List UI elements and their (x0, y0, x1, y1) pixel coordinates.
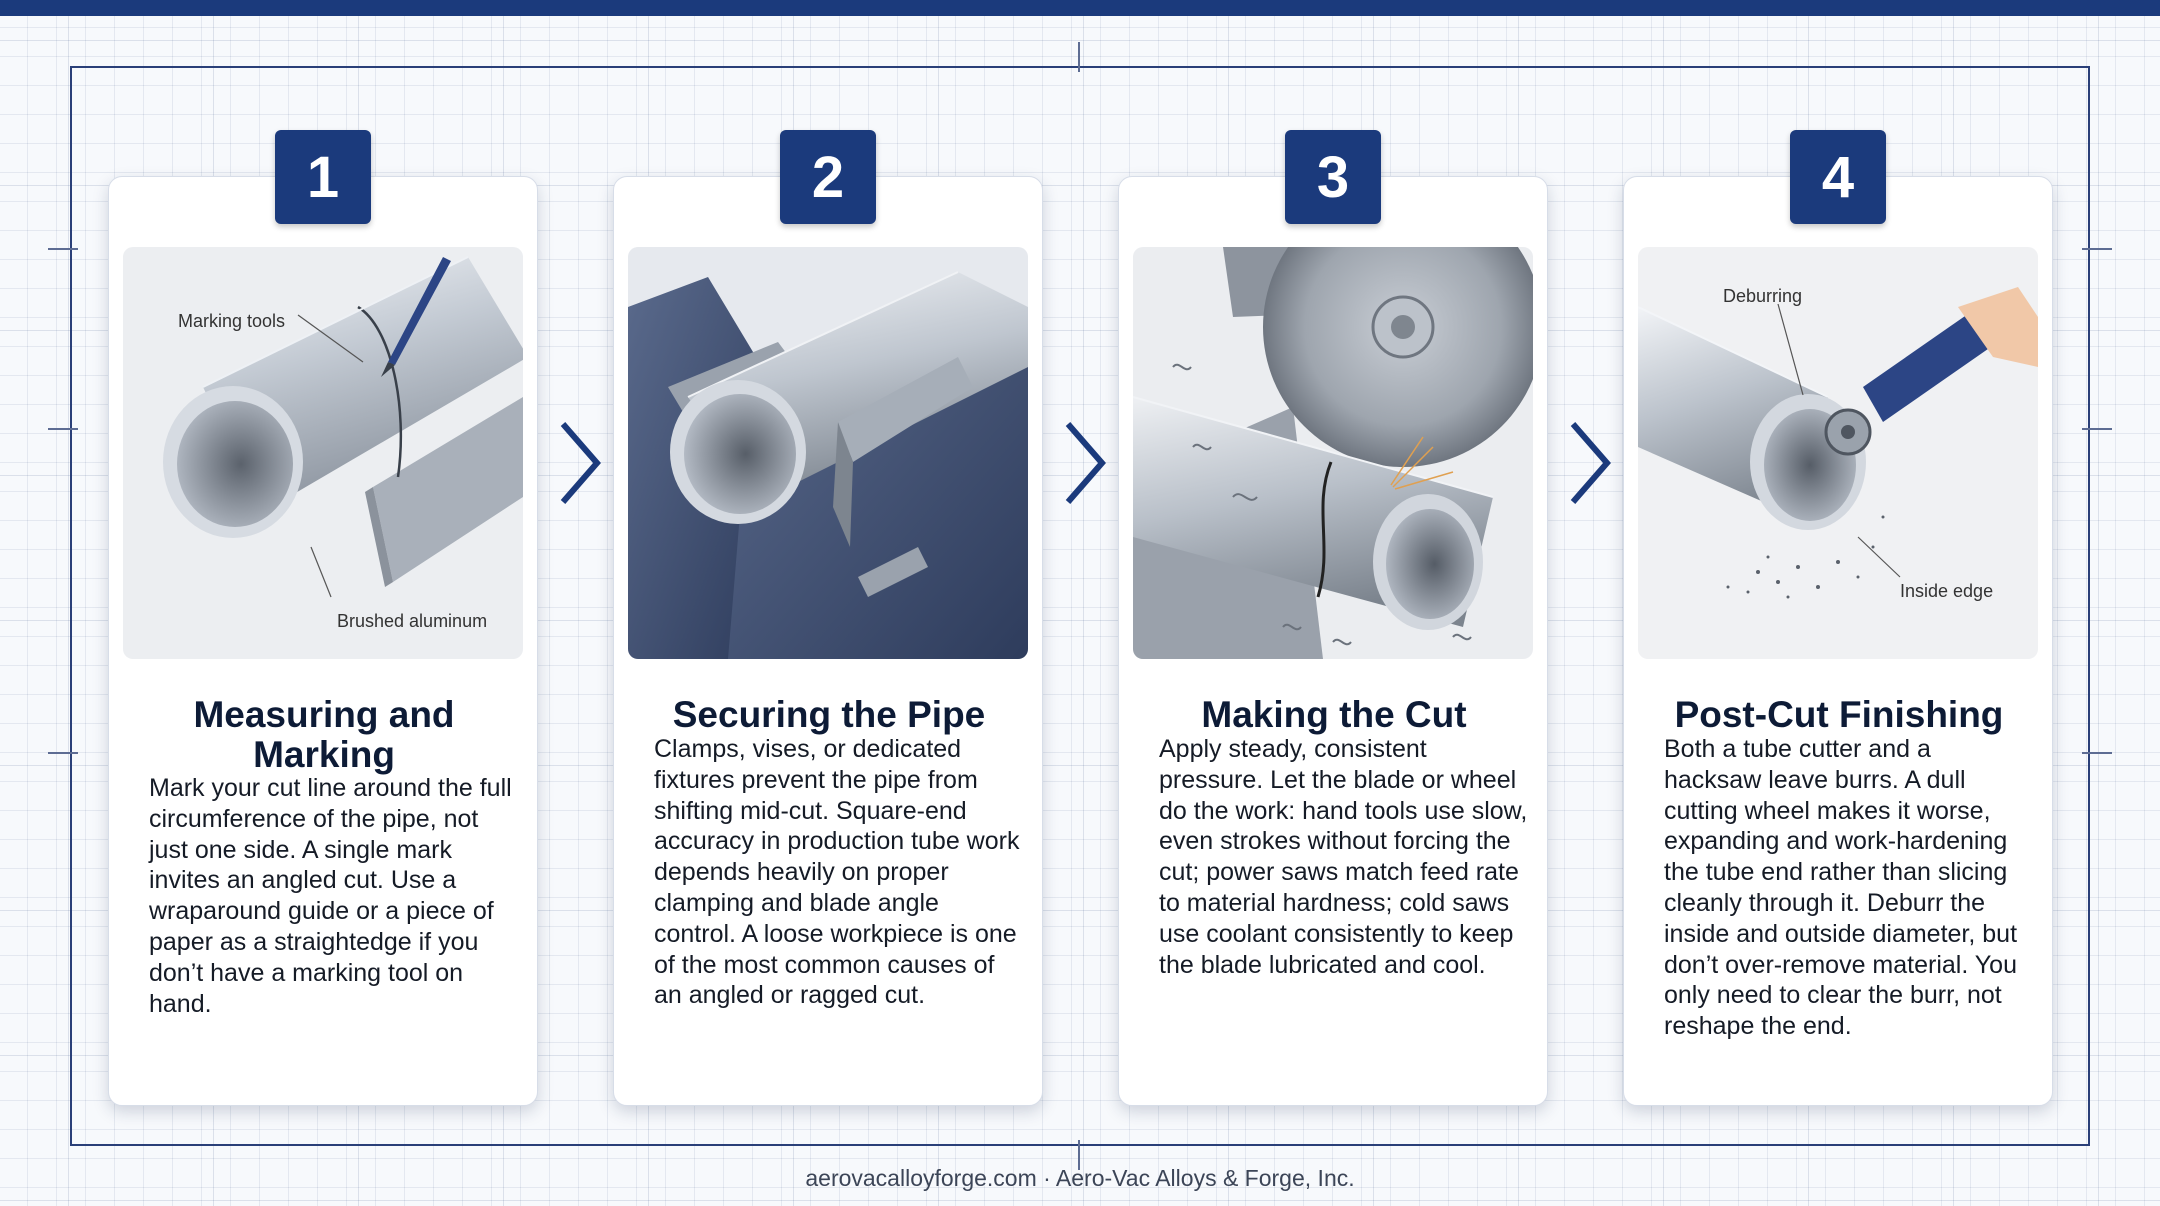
step-title: Post-Cut Finishing (1674, 694, 2004, 735)
chevron-right-icon (557, 420, 603, 506)
step-title: Measuring and Marking (193, 694, 455, 775)
step-3-illustration (1133, 247, 1533, 659)
step-number-badge: 3 (1285, 130, 1381, 224)
step-card-4 (1623, 176, 2053, 1106)
step-number-badge: 1 (275, 130, 371, 224)
frame-tick (48, 752, 78, 754)
step-1-illustration (123, 247, 523, 659)
frame-tick (2082, 248, 2112, 250)
step-2-illustration (628, 247, 1028, 659)
step-number-badge: 4 (1790, 130, 1886, 224)
frame-tick (2082, 428, 2112, 430)
frame-tick (48, 248, 78, 250)
frame-tick (2082, 752, 2112, 754)
step-card-3 (1118, 176, 1548, 1106)
footer-credit: aerovacalloyforge.com · Aero-Vac Alloys & Forge, Inc. (805, 1165, 1355, 1191)
callout-label: Deburring (1723, 286, 1803, 306)
step-body: Mark your cut line around the full circumference of the pipe, not just one side. A single mark invites an angled cut. Use a wraparound guide or a piece of paper as a straightedge if you don’t have a marking tool on hand. (149, 774, 512, 1018)
chevron-right-icon (1062, 420, 1108, 506)
step-body: Apply steady, consistent pressure. Let the blade or wheel do the work: hand tools use slow, even strokes without forcing the cut; power saws match feed rate to material hardness; cold saws use coolant consistently to keep the blade lubricated and cool. (1159, 735, 1528, 979)
step-card-2 (613, 176, 1043, 1106)
step-card-1 (108, 176, 538, 1106)
callout-label: Inside edge (1900, 581, 1994, 601)
callout-label: Brushed aluminum (337, 611, 488, 631)
step-title: Securing the Pipe (672, 694, 986, 735)
step-body: Both a tube cutter and a hacksaw leave burrs. A dull cutting wheel makes it worse, expanding and work-hardening the tube end rather than slicing cleanly through it. Deburr the inside and outside diameter, but don’t over-remove material. You only need to clear the burr, not reshape the end. (1664, 735, 2018, 1041)
callout-label: Marking tools (178, 311, 286, 331)
step-4-illustration (1638, 247, 2038, 659)
step-body: Clamps, vises, or dedicated fixtures prevent the pipe from shifting mid-cut. Square-end accuracy in production tube work depends heavily on proper clamping and blade angle control. A loose workpiece is one of the most common causes of an angled or ragged cut. (654, 735, 1020, 1010)
frame-tick (1078, 42, 1080, 72)
step-number-badge: 2 (780, 130, 876, 224)
chevron-right-icon (1567, 420, 1613, 506)
step-title: Making the Cut (1201, 694, 1467, 735)
top-accent-bar (0, 0, 2160, 16)
frame-tick (48, 428, 78, 430)
